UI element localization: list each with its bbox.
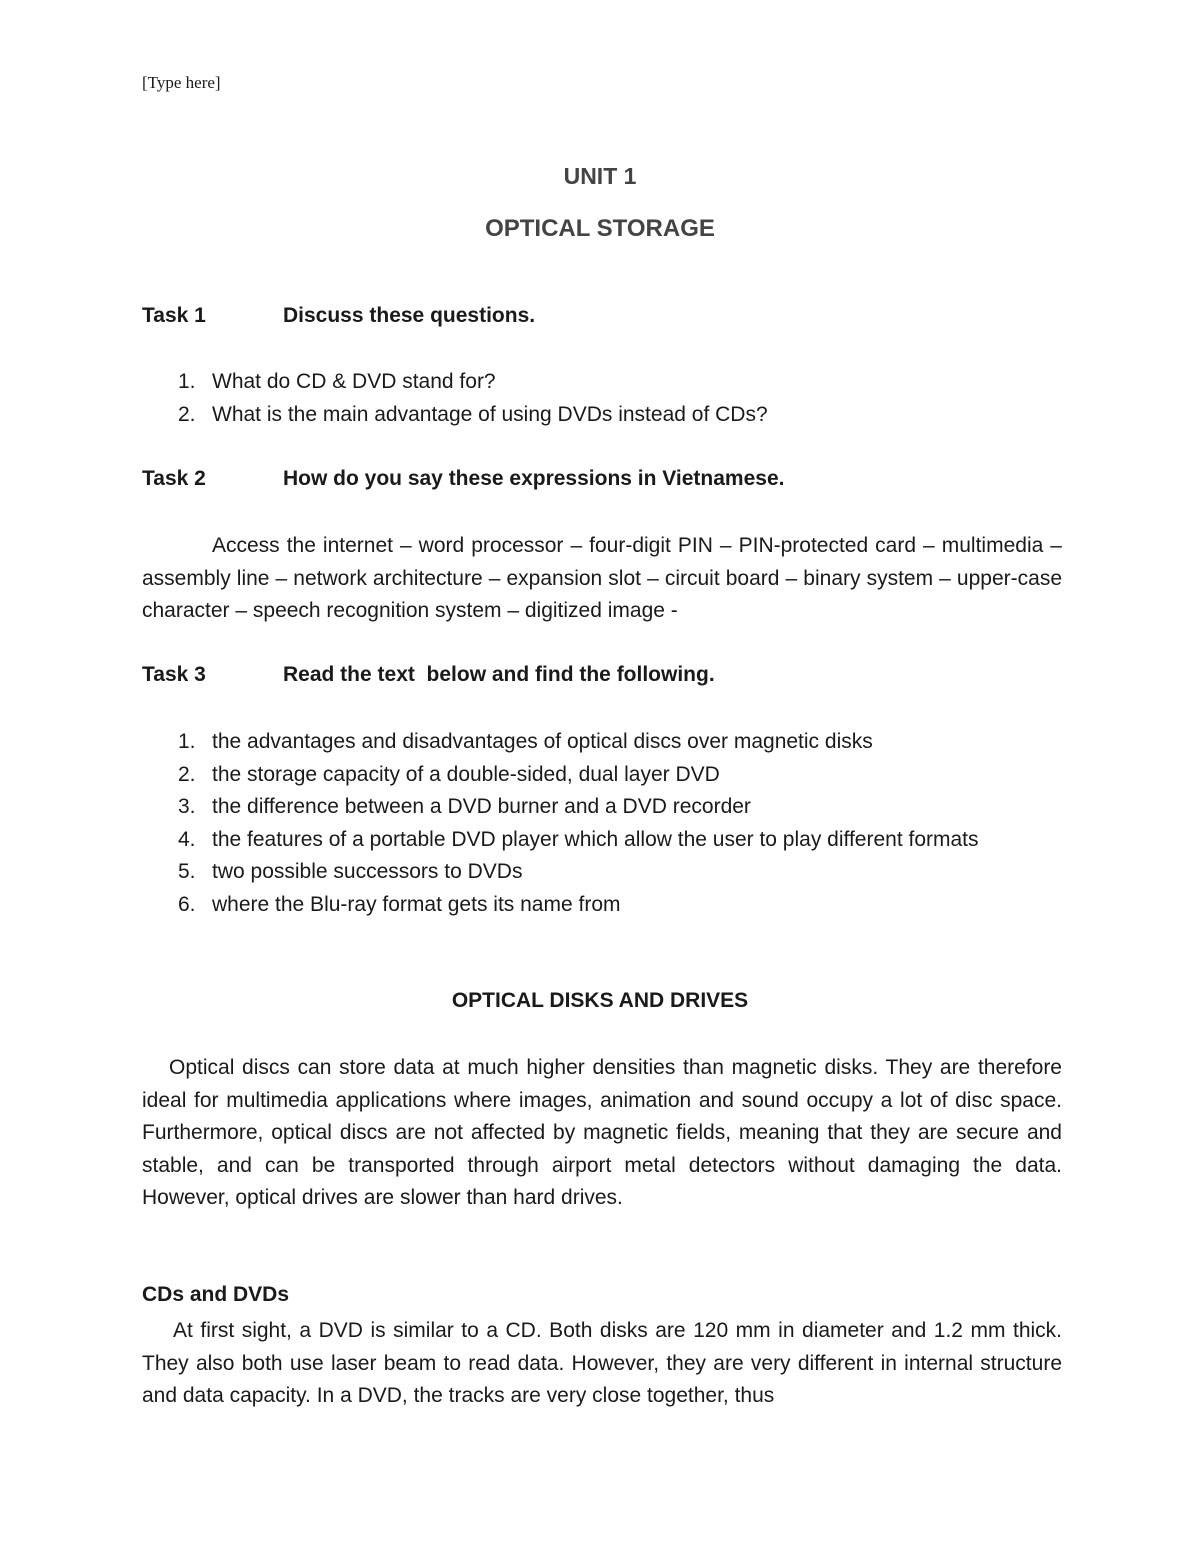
list-text: What is the main advantage of using DVDs instead of CDs? xyxy=(212,402,768,426)
task1-question-list xyxy=(142,366,1062,431)
list-text: the advantages and disadvantages of optical discs over magnetic disks xyxy=(212,730,873,753)
list-item xyxy=(142,856,1062,889)
task2-label: Task 2 xyxy=(142,467,206,490)
task2-expressions: Access the internet – word processor – four-digit PIN – PIN-protected card – multimedia – assembly line – network architecture – expansion slot – circuit board – binary system – upper-case character – speech recognition system – digitized image - xyxy=(142,534,1062,622)
task3-item-list xyxy=(142,726,1062,921)
list-number: 2. xyxy=(178,402,196,426)
list-item xyxy=(142,366,1062,399)
list-item xyxy=(142,726,1062,759)
task1-label: Task 1 xyxy=(142,304,206,327)
reading-title: OPTICAL DISKS AND DRIVES xyxy=(451,989,749,1012)
reading-intro-paragraph: Optical discs can store data at much higher densities than magnetic disks. They are therefore ideal for multimedia applications where images, animation and sound occupy a lot of disc space. Furthermore, optical discs are not affected by magnetic fields, meaning that they are secure and stable, and can be transported through airport metal detectors without damaging the data. However, optical drives are slower than hard drives. xyxy=(142,1056,1062,1209)
list-item xyxy=(142,759,1062,792)
unit-number: UNIT 1 xyxy=(563,163,637,189)
list-text: the storage capacity of a double-sided, dual layer DVD xyxy=(212,762,720,786)
cd-dvd-paragraph: At first sight, a DVD is similar to a CD. Both disks are 120 mm in diameter and 1.2 mm thick. They also both use laser beam to read data. However, they are very different in internal structure and data capacity. In a DVD, the tracks are very close together, thus xyxy=(142,1319,1062,1407)
task1-heading xyxy=(142,304,535,328)
task1-instruction: Discuss these questions. xyxy=(283,304,536,327)
list-item xyxy=(142,791,1062,824)
task3-heading xyxy=(142,663,715,687)
list-text: two possible successors to DVDs xyxy=(212,860,523,883)
list-number: 5. xyxy=(178,860,196,883)
list-number: 1. xyxy=(178,730,196,753)
list-number: 1. xyxy=(178,370,196,393)
header-placeholder: [Type here] xyxy=(142,73,221,92)
list-item xyxy=(142,824,1062,857)
task3-instruction: Read the text below and find the following. xyxy=(283,663,715,686)
task2-instruction: How do you say these expressions in Vietnamese. xyxy=(283,467,785,490)
list-item xyxy=(142,889,1062,922)
task2-heading xyxy=(142,467,784,491)
list-number: 6. xyxy=(178,892,196,916)
list-text: the features of a portable DVD player which allow the user to play different formats xyxy=(212,827,979,851)
cd-dvd-heading: CDs and DVDs xyxy=(142,1283,290,1306)
page-title: OPTICAL STORAGE xyxy=(485,215,715,242)
list-text: the difference between a DVD burner and a DVD recorder xyxy=(212,795,751,818)
list-number: 4. xyxy=(178,827,196,851)
list-text: What do CD & DVD stand for? xyxy=(212,370,496,393)
list-item xyxy=(142,399,1062,432)
list-number: 2. xyxy=(178,762,196,786)
task3-label: Task 3 xyxy=(142,663,206,686)
list-number: 3. xyxy=(178,795,196,818)
list-text: where the Blu-ray format gets its name from xyxy=(212,892,621,916)
